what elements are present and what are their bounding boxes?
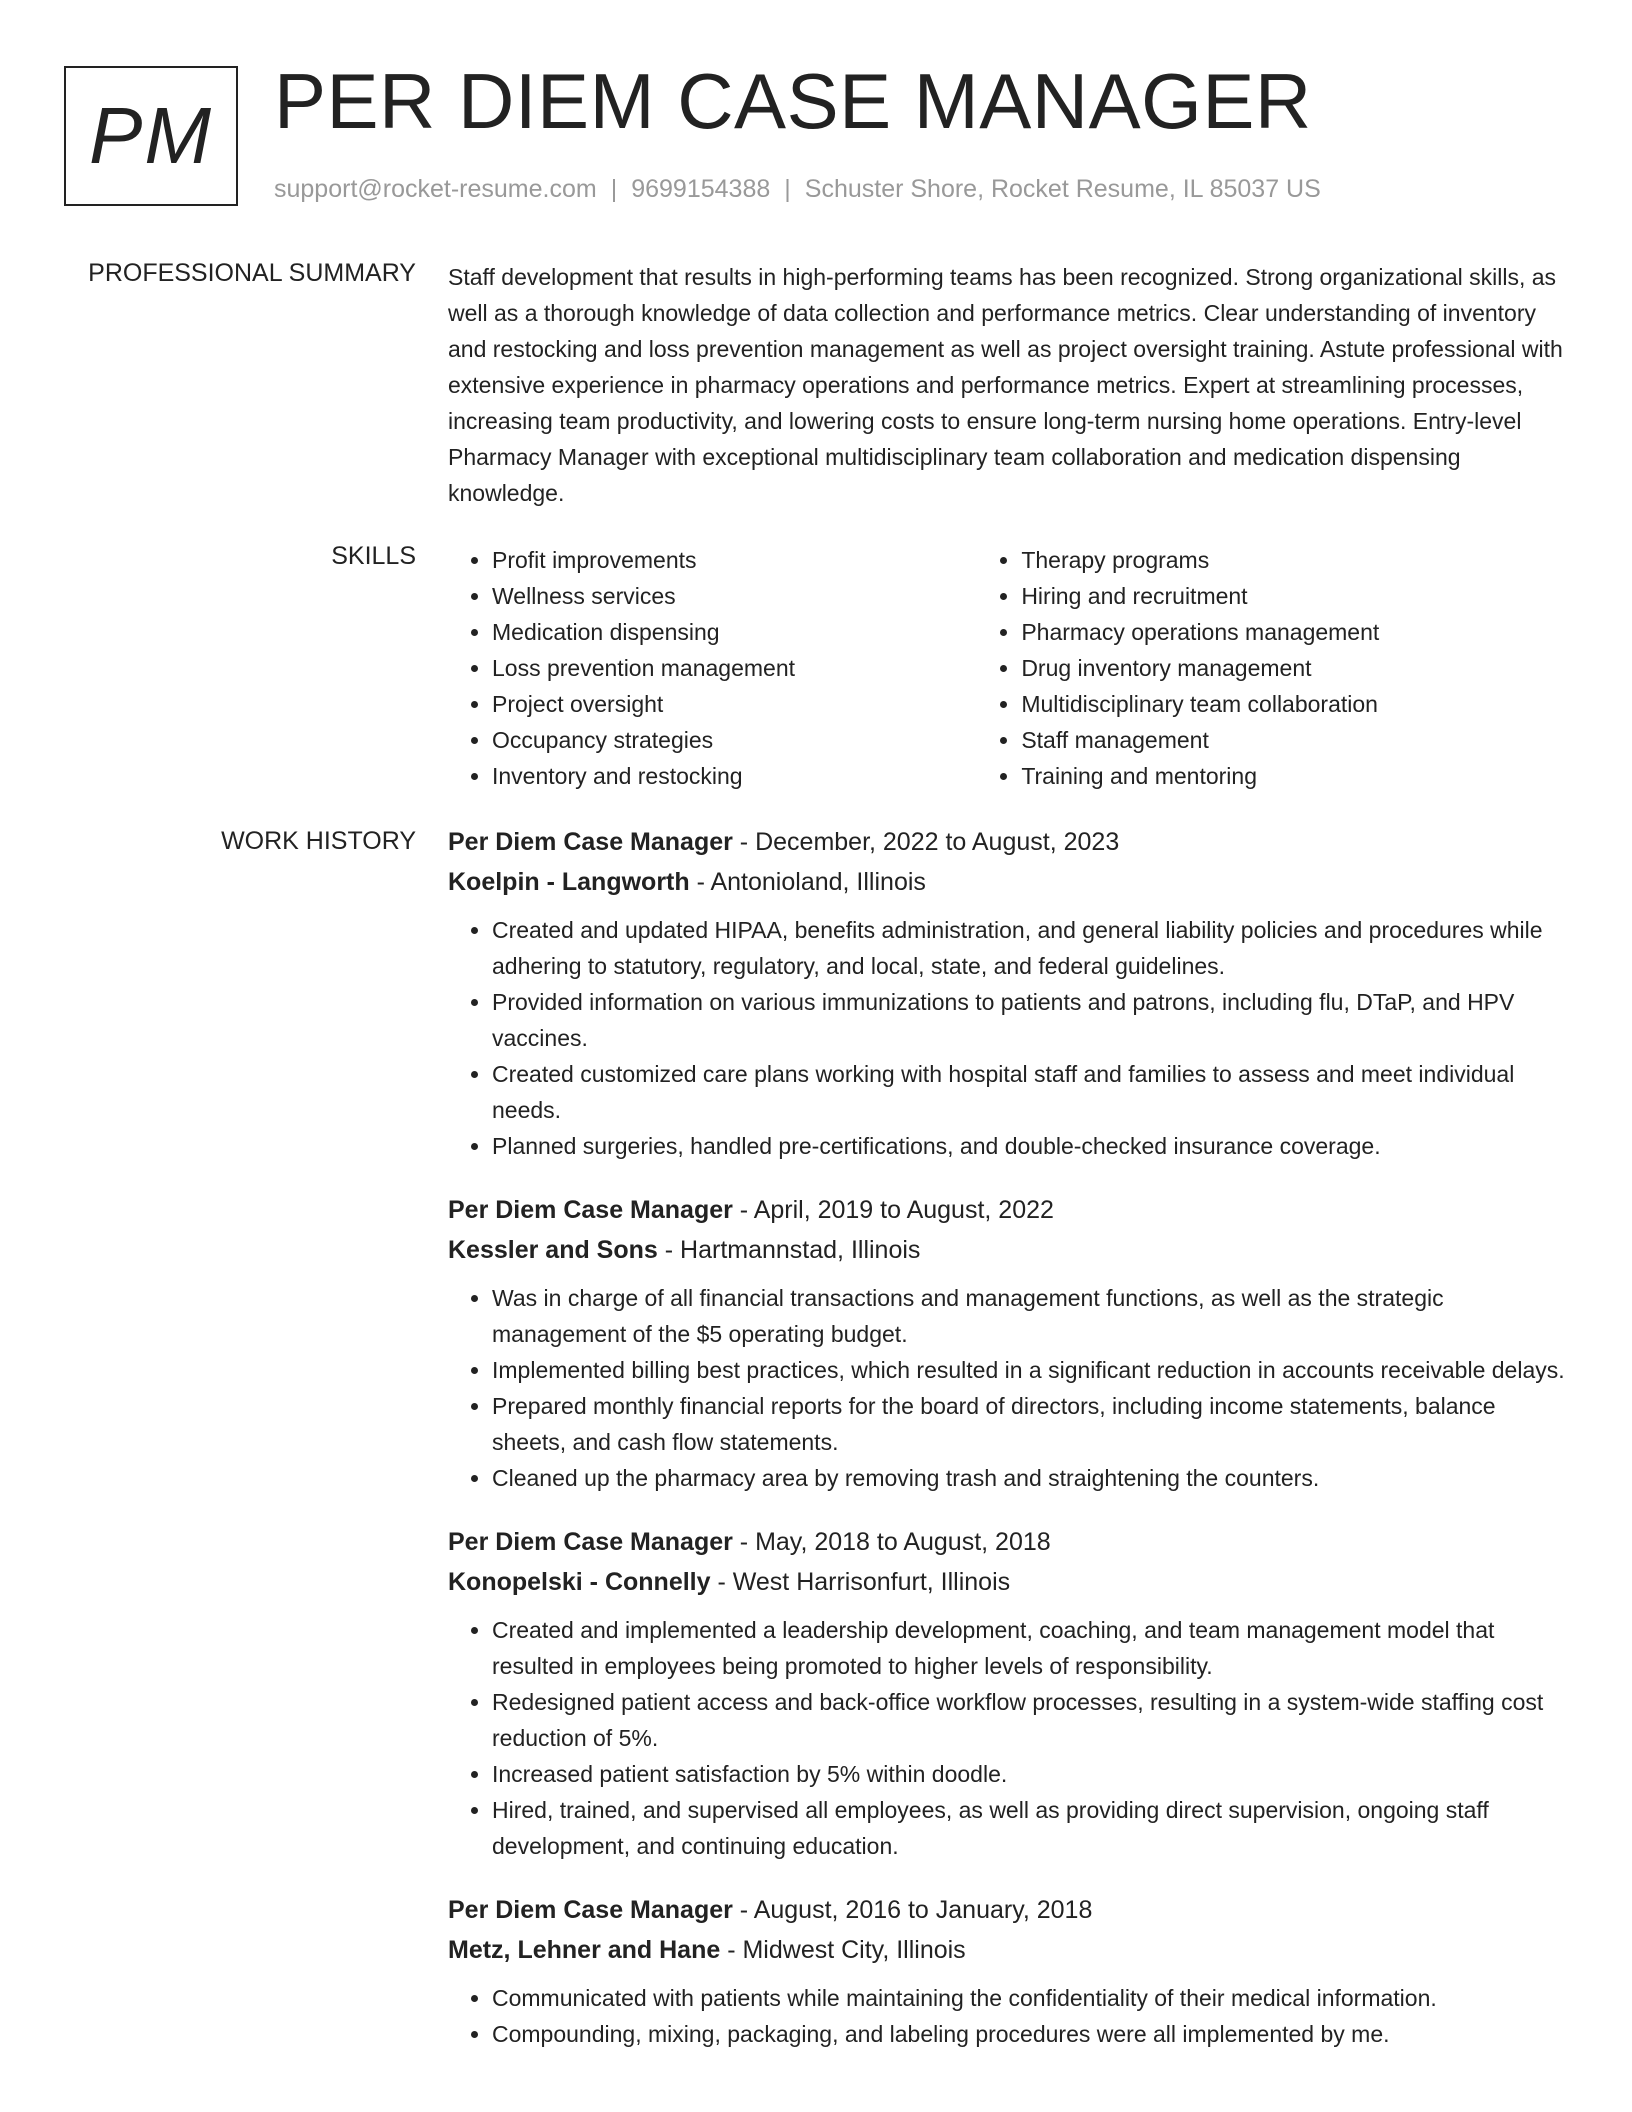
job-title: Per Diem Case Manager — [448, 1196, 733, 1224]
section-label-summary: PROFESSIONAL SUMMARY — [88, 259, 416, 287]
job-location: - West Harrisonfurt, Illinois — [710, 1568, 1011, 1596]
job-bullet: • Was in charge of all financial transactions and management functions, as well as the strategic management of the $5 operating budget. — [492, 1280, 1568, 1352]
skill-item: • Staff management — [1021, 722, 1568, 758]
skill-item: • Therapy programs — [1021, 542, 1568, 578]
job-title: Per Diem Case Manager — [448, 1528, 733, 1556]
job-bullets — [448, 912, 1568, 1164]
skill-item: • Loss prevention management — [492, 650, 977, 686]
contact-phone: 9699154388 — [631, 175, 771, 203]
job-title-line — [448, 1522, 1568, 1562]
job-bullets — [448, 1612, 1568, 1864]
skill-item: • Inventory and restocking — [492, 758, 977, 794]
job-title: Per Diem Case Manager — [448, 1896, 733, 1924]
job-bullet: • Redesigned patient access and back-office workflow processes, resulting in a system-wide staffing cost reduction of 5%. — [492, 1684, 1568, 1756]
job-bullet: • Implemented billing best practices, which resulted in a significant reduction in accounts receivable delays. — [492, 1352, 1568, 1388]
contact-separator: | — [784, 175, 791, 203]
job-bullet: • Provided information on various immunizations to patients and patrons, including flu, DTaP, and HPV vaccines. — [492, 984, 1568, 1056]
job-entry — [448, 1522, 1568, 1864]
skills-list-left — [448, 542, 977, 794]
skills-list-right — [977, 542, 1568, 794]
job-bullet: • Prepared monthly financial reports for the board of directors, including income statements, balance sheets, and cash flow statements. — [492, 1388, 1568, 1460]
skill-item: • Hiring and recruitment — [1021, 578, 1568, 614]
job-title-line — [448, 1190, 1568, 1230]
job-dates: - May, 2018 to August, 2018 — [732, 1528, 1051, 1556]
skill-item: • Profit improvements — [492, 542, 977, 578]
job-bullets — [448, 1980, 1568, 2052]
job-location: - Hartmannstad, Illinois — [657, 1236, 921, 1264]
job-company: Konopelski - Connelly — [448, 1568, 711, 1596]
job-bullet: • Cleaned up the pharmacy area by removing trash and straightening the counters. — [492, 1460, 1568, 1496]
job-company-line — [448, 1230, 1568, 1270]
skill-item: • Pharmacy operations management — [1021, 614, 1568, 650]
section-label-skills: SKILLS — [331, 542, 416, 570]
skill-item: • Project oversight — [492, 686, 977, 722]
skill-item: • Drug inventory management — [1021, 650, 1568, 686]
job-company: Kessler and Sons — [448, 1236, 658, 1264]
job-title-line — [448, 822, 1568, 862]
work-history-section — [448, 822, 1568, 2078]
job-bullet: • Created customized care plans working with hospital staff and families to assess and meet individual needs. — [492, 1056, 1568, 1128]
contact-address: Schuster Shore, Rocket Resume, IL 85037 US — [804, 175, 1321, 203]
summary-section — [448, 259, 1568, 511]
job-bullet: • Planned surgeries, handled pre-certifications, and double-checked insurance coverage. — [492, 1128, 1568, 1164]
job-dates: - December, 2022 to August, 2023 — [732, 828, 1120, 856]
job-title: Per Diem Case Manager — [448, 828, 733, 856]
skill-item: • Occupancy strategies — [492, 722, 977, 758]
job-dates: - April, 2019 to August, 2022 — [732, 1196, 1054, 1224]
job-bullet: • Compounding, mixing, packaging, and labeling procedures were all implemented by me. — [492, 2016, 1568, 2052]
job-location: - Antonioland, Illinois — [689, 868, 926, 896]
skill-item: • Medication dispensing — [492, 614, 977, 650]
job-bullet: • Created and updated HIPAA, benefits administration, and general liability policies and procedures while adhering to statutory, regulatory, and local, state, and federal guidelines. — [492, 912, 1568, 984]
page-title: PER DIEM CASE MANAGER — [274, 57, 1312, 145]
job-dates: - August, 2016 to January, 2018 — [732, 1896, 1093, 1924]
job-bullet: • Increased patient satisfaction by 5% within doodle. — [492, 1756, 1568, 1792]
job-title-line — [448, 1890, 1568, 1930]
skills-section — [448, 542, 1568, 794]
skill-item: • Wellness services — [492, 578, 977, 614]
job-company: Metz, Lehner and Hane — [448, 1936, 721, 1964]
job-company-line — [448, 1930, 1568, 1970]
job-company: Koelpin - Langworth — [448, 868, 690, 896]
job-location: - Midwest City, Illinois — [720, 1936, 966, 1964]
job-bullets — [448, 1280, 1568, 1496]
skill-item: • Training and mentoring — [1021, 758, 1568, 794]
contact-line — [274, 175, 1321, 204]
job-company-line — [448, 1562, 1568, 1602]
contact-email: support@rocket-resume.com — [274, 175, 597, 203]
job-bullet: • Created and implemented a leadership development, coaching, and team management model that resulted in employees being promoted to higher levels of responsibility. — [492, 1612, 1568, 1684]
job-entry — [448, 822, 1568, 1164]
monogram: PM — [64, 66, 238, 206]
job-entry — [448, 1190, 1568, 1496]
job-bullet: • Hired, trained, and supervised all employees, as well as providing direct supervision, ongoing staff development, and continuing education. — [492, 1792, 1568, 1864]
job-bullet: • Communicated with patients while maintaining the confidentiality of their medical information. — [492, 1980, 1568, 2016]
section-label-work-history: WORK HISTORY — [221, 827, 416, 855]
job-company-line — [448, 862, 1568, 902]
contact-separator: | — [610, 175, 618, 203]
job-entry — [448, 1890, 1568, 2052]
skill-item: • Multidisciplinary team collaboration — [1021, 686, 1568, 722]
summary-text: Staff development that results in high-performing teams has been recognized. Strong organizational skills, as well as a thorough knowledge of data collection and performance metrics. Clear understanding of inventory and restocking and loss prevention management as well as project oversight training. Astute professional with extensive experience in pharmacy operations and performance metrics. Expert at streamlining processes, increasing team productivity, and lowering costs to ensure long-term nursing home operations. Entry-level Pharmacy Manager with exceptional multidisciplinary team collaboration and medication dispensing knowledge. — [448, 264, 1563, 506]
